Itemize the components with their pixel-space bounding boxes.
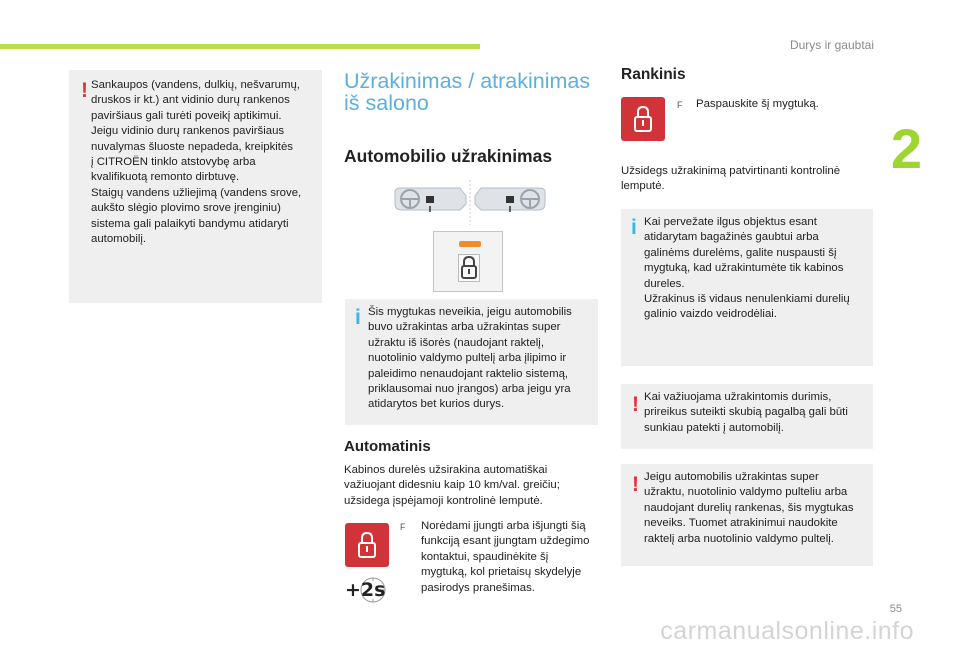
header-accent-bar xyxy=(0,44,480,49)
door-lock-illustration xyxy=(390,180,550,225)
left-alert-text: Sankaupos (vandens, dulkių, nešvarumų, druskos ir kt.) ant vidinio durų rankenos paviršiaus gali turėti poveikį aptikimui. Jeigu vidinio durų rankenos paviršiaus nuvalymas šluoste nepadeda, kreipkitės į CITROËN tinklo atstovybę arba kvalifikuotą remonto dirbtuvę. Staigų vandens užliejimą (vandens srove, aukšto slėgio plovimo srove įrenginiu) sistema gali palaikyti bandymu atidaryti automobilį. xyxy=(91,79,302,246)
lock-icon xyxy=(458,254,480,282)
left-alert-box xyxy=(69,70,322,303)
bullet-icon: F xyxy=(400,522,406,532)
manual-heading: Rankinis xyxy=(621,66,686,83)
info-icon: i xyxy=(631,216,637,239)
page-number: 55 xyxy=(889,603,902,615)
alert-icon: ! xyxy=(632,473,639,496)
padlock-icon xyxy=(345,523,389,567)
right-info-text: Kai pervežate ilgus objektus esant atidarytam bagažinės gaubtui arba galinėms durelėms, galite nuspausti šį mygtuką, kad užrakintumėte tik kabinos dureles. Užrakinus iš vidaus nenulenkiami durelių galinio vaizdo veidrodėliai. xyxy=(644,216,850,321)
alert-icon: ! xyxy=(632,393,639,416)
middle-info-text: Šis mygtukas neveikia, jeigu automobilis buvo užrakintas arba užrakintas super užraktu iš išorės (naudojant raktelį, nuotolinio valdymo pultelį arba įlipimo ir paleidimo nenaudojant raktelio sistemą, priklausomai nuo įrangos) arba jeigu yra atidarytos bet kurios durys. xyxy=(368,306,572,411)
locking-heading: Automobilio užrakinimas xyxy=(344,146,553,166)
chapter-number: 2 xyxy=(890,117,922,180)
right-alert-1-text: Kai važiuojama užrakintomis durimis, prireikus suteikti skubią pagalbą gali būti sunkiau patekti į automobilį. xyxy=(644,391,848,434)
header-title: Durys ir gaubtai xyxy=(789,38,874,52)
right-alert-2-text: Jeigu automobilis užrakintas super užraktu, nuotolinio valdymo pulteliu arba naudojant durelių rankenas, šis mygtukas neveiks. Tuomet atrakinimui naudokite raktelį arba nuotolinio valdymo pultelį. xyxy=(644,471,854,545)
info-icon: i xyxy=(355,306,361,329)
automatic-heading: Automatinis xyxy=(344,438,431,455)
padlock-icon xyxy=(621,97,665,141)
middle-info-box xyxy=(345,299,598,425)
lock-indicator-led xyxy=(459,241,481,247)
lock-button-illustration xyxy=(433,231,503,292)
central-lock-button[interactable] xyxy=(345,523,389,567)
right-alert-box-1 xyxy=(621,384,873,449)
watermark: carmanualsonline.info xyxy=(660,617,914,645)
automatic-text: Kabinos durelės užsirakina automatiškai važiuojant didesniu kaip 10 km/val. greičiu; užsidega įspėjamoji kontrolinė lemputė. xyxy=(344,464,560,507)
right-alert-box-2 xyxy=(621,464,873,566)
manual-confirm-text: Užsidegs užrakinimą patvirtinanti kontrolinė lemputė. xyxy=(621,165,841,193)
hold-2s-icon xyxy=(345,576,389,604)
section-title: Užrakinimas / atrakinimas iš salono xyxy=(344,69,591,115)
alert-icon: ! xyxy=(81,79,88,102)
bullet-icon: F xyxy=(677,100,683,110)
manual-lock-button[interactable] xyxy=(621,97,665,141)
automatic-bullet-text: Norėdami įjungti arba išjungti šią funkciją esant įjungtam uždegimo kontaktui, spaudinėkite šį mygtuką, kol prietaisų skydelyje pasirodys pranešimas. xyxy=(421,520,590,594)
hold-2s-label: +2s xyxy=(345,579,386,601)
right-info-box xyxy=(621,209,873,366)
manual-bullet-text: Paspauskite šį mygtuką. xyxy=(696,98,819,110)
